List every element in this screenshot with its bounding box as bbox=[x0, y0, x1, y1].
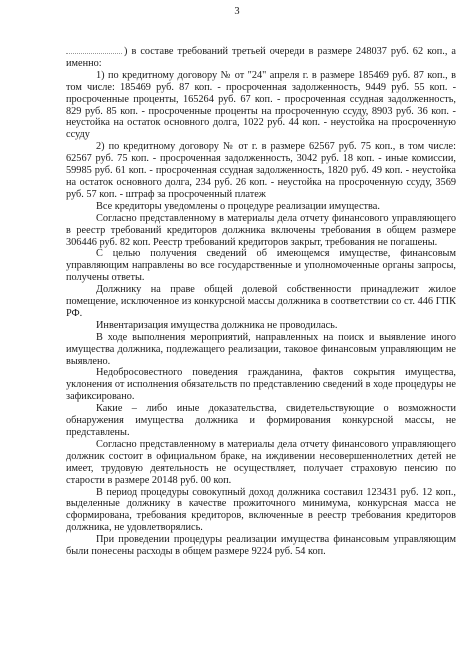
paragraph-property-excluded: Должнику на праве общей долевой собственности принадлежит жилое помещение, исключенное из конкурсной массы должника в соответствии со ст. 446 ГПК РФ. bbox=[66, 284, 456, 319]
paragraph-registry-report: Согласно представленному в материалы дела отчету финансового управляющего в реестр требований кредиторов должника включены требования в общем размере 306446 руб. 82 коп. Реестр требований кредиторов закрыт, требования не погашены. bbox=[66, 212, 456, 248]
paragraph-creditors-notified: Все кредиторы уведомлены о процедуре реализации имущества. bbox=[96, 200, 380, 212]
paragraph-expenses: При проведении процедуры реализации имущества финансовым управляющим были понесены расходы в общем размере 9224 руб. 54 коп. bbox=[66, 534, 456, 558]
paragraph-creditor-claims-intro: ) в составе требований третьей очереди в размере 248037 руб. 62 коп., а именно: bbox=[66, 46, 456, 69]
page-number: 3 bbox=[234, 6, 240, 17]
paragraph-loan-agreement-2: 2) по кредитному договору № от г. в размере 62567 руб. 75 коп., в том числе: 62567 руб. 75 коп. - просроченная задолженность, 3042 руб. 18 коп. - иные комиссии, 59985 руб. 61 коп. - просроченная ссудная задолженность, 1820 руб. 49 коп. - неустойка на остаток основного долга, 234 руб. 26 коп. - неустойка на просроченную ссуду, 3569 руб. 57 коп. - штраф за просроченный платеж bbox=[66, 141, 456, 200]
paragraph-property-search: В ходе выполнения мероприятий, направленных на поиск и выявление иного имущества должника, подлежащего реализации, таковое финансовым управляющим не выявлено. bbox=[66, 331, 456, 367]
paragraph-loan-agreement-1: 1) по кредитному договору № от "24" апреля г. в размере 185469 руб. 87 коп., в том числе: 185469 руб. 87 коп. - просроченная задолженность, 9449 руб. 55 коп. - просроченные проценты, 165264 руб. 67 коп. - просроченная ссудная задолженность, 829 руб. 85 коп. - просроченные проценты на просроченную ссуду, 8903 руб. 36 коп. - неустойка на остаток основного долга, 1022 руб. 44 коп. - неустойка на просроченную ссуду bbox=[66, 69, 456, 141]
paragraph-requests-sent: С целью получения сведений об имеющемся имуществе, финансовым управляющим направлены во все государственные и уполномоченные органы запросы, получены ответы. bbox=[66, 248, 456, 284]
document-body bbox=[66, 45, 456, 558]
paragraph-income: В период процедуры совокупный доход должника составил 123431 руб. 12 коп., выделенные должнику в качестве прожиточного минимума, конкурсная масса не сформирована, требования кредиторов, включенные в реестр требования кредиторов должника, не удовлетворялись. bbox=[66, 486, 456, 534]
redacted-text bbox=[66, 45, 122, 54]
paragraph-inventory: Инвентаризация имущества должника не проводилась. bbox=[96, 319, 338, 331]
paragraph-other-evidence: Какие – либо иные доказательства, свидетельствующие о возможности обнаружения имущества должника и формирования конкурсной массы, не представлены. bbox=[66, 403, 456, 438]
paragraph-marital-status: Согласно представленному в материалы дела отчету финансового управляющего должник состоит в официальном браке, на иждивении несовершеннолетних детей не имеет, трудовую деятельность не осуществляет, получает страховую пенсию по старости в размере 20148 руб. 00 коп. bbox=[66, 438, 456, 486]
paragraph-bad-faith: Недобросовестного поведения гражданина, фактов сокрытия имущества, уклонения от исполнения обязательств по представлению сведений в ходе процедуры не зафиксировано. bbox=[66, 367, 456, 403]
